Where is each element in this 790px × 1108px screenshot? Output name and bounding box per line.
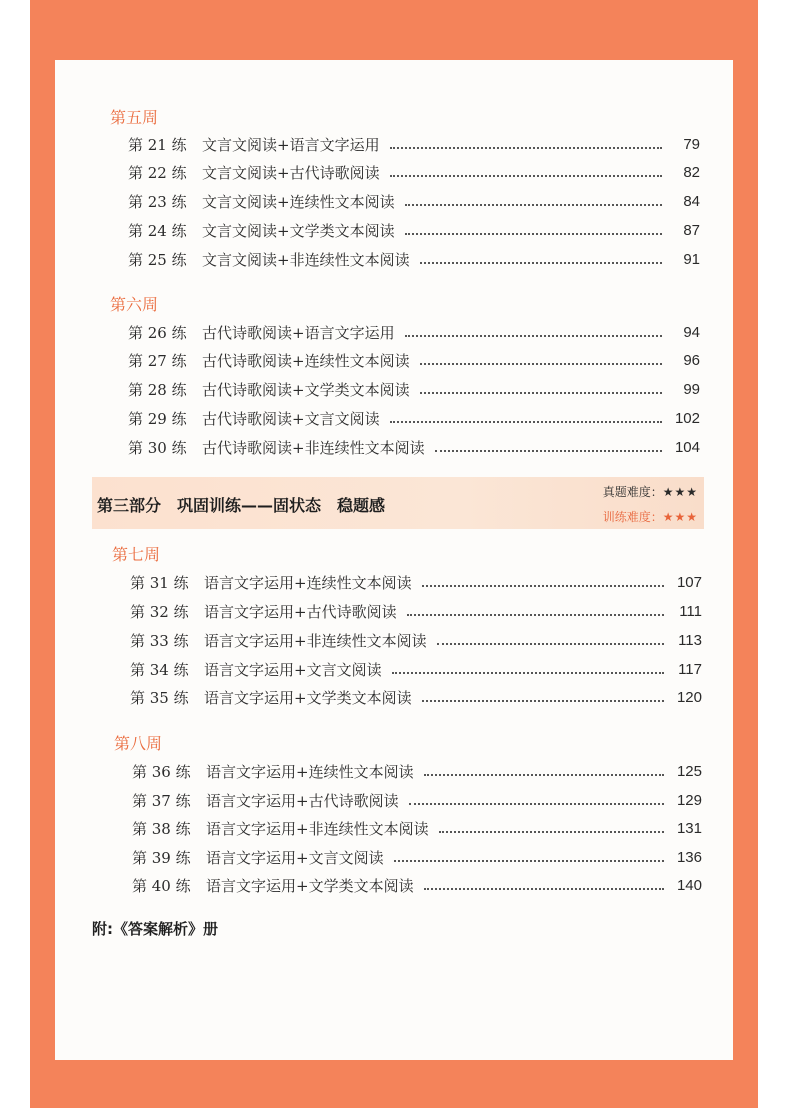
- toc-entry[interactable]: [130, 570, 702, 594]
- entry-title: 语言文字运用+非连续性文本阅读: [204, 631, 427, 650]
- leader-dots: [409, 801, 664, 805]
- entry-number: 第 32 练: [130, 602, 189, 621]
- entry-title: 古代诗歌阅读+文言文阅读: [202, 409, 380, 428]
- entry-number: 第 24 练: [128, 221, 187, 240]
- leader-dots: [420, 361, 662, 365]
- entry-number: 第 25 练: [128, 250, 187, 269]
- leader-dots: [437, 641, 664, 645]
- leader-dots: [394, 858, 664, 862]
- week-heading-7: 第七周: [112, 545, 161, 564]
- toc-entry[interactable]: [132, 759, 702, 783]
- entry-page: 99: [683, 380, 700, 398]
- entry-title: 文言文阅读+连续性文本阅读: [202, 192, 395, 211]
- training-difficulty-label: 训练难度：: [602, 510, 663, 524]
- leader-dots: [422, 583, 664, 587]
- entry-page: 131: [676, 819, 702, 837]
- entry-title: 语言文字运用+古代诗歌阅读: [206, 791, 399, 810]
- entry-number: 第 40 练: [132, 876, 191, 895]
- week-heading-6: 第六周: [110, 295, 159, 314]
- toc-entry[interactable]: [130, 599, 702, 623]
- leader-dots: [390, 419, 662, 423]
- toc-entry[interactable]: [132, 873, 702, 897]
- entry-title: 语言文字运用+古代诗歌阅读: [204, 602, 397, 621]
- entry-page: 96: [683, 351, 700, 369]
- entry-number: 第 29 练: [128, 409, 187, 428]
- leader-dots: [405, 333, 662, 337]
- entry-page: 79: [683, 135, 700, 153]
- entry-title: 文言文阅读+文学类文本阅读: [202, 221, 395, 240]
- leader-dots: [407, 612, 664, 616]
- leader-dots: [422, 698, 664, 702]
- entry-title: 文言文阅读+古代诗歌阅读: [202, 163, 380, 182]
- entry-number: 第 38 练: [132, 819, 191, 838]
- entry-number: 第 28 练: [128, 380, 187, 399]
- entry-page: 111: [679, 602, 702, 620]
- entry-number: 第 33 练: [130, 631, 189, 650]
- toc-entry[interactable]: [128, 406, 700, 430]
- toc-entry[interactable]: [132, 788, 702, 812]
- toc-entry[interactable]: [128, 218, 700, 242]
- leader-dots: [424, 772, 664, 776]
- entry-number: 第 30 练: [128, 438, 187, 457]
- toc-entry[interactable]: [130, 685, 702, 709]
- entry-page: 140: [676, 876, 702, 894]
- toc-entry[interactable]: [128, 377, 700, 401]
- leader-dots: [405, 231, 662, 235]
- entry-page: 125: [676, 762, 702, 780]
- entry-title: 语言文字运用+非连续性文本阅读: [206, 819, 429, 838]
- entry-page: 94: [683, 323, 700, 341]
- leader-dots: [405, 202, 662, 206]
- leader-dots: [435, 448, 662, 452]
- entry-title: 语言文字运用+连续性文本阅读: [204, 573, 412, 592]
- entry-number: 第 27 练: [128, 351, 187, 370]
- leader-dots: [392, 670, 664, 674]
- entry-number: 第 22 练: [128, 163, 187, 182]
- entry-number: 第 26 练: [128, 323, 187, 342]
- entry-page: 82: [683, 163, 700, 181]
- entry-number: 第 21 练: [128, 135, 187, 154]
- entry-page: 117: [678, 660, 702, 678]
- leader-dots: [420, 260, 662, 264]
- entry-page: 136: [676, 848, 702, 866]
- entry-number: 第 36 练: [132, 762, 191, 781]
- entry-title: 文言文阅读+语言文字运用: [202, 135, 380, 154]
- entry-title: 语言文字运用+连续性文本阅读: [206, 762, 414, 781]
- toc-entry[interactable]: [128, 247, 700, 271]
- entry-title: 文言文阅读+非连续性文本阅读: [202, 250, 410, 269]
- leader-dots: [390, 173, 662, 177]
- entry-number: 第 23 练: [128, 192, 187, 211]
- real-difficulty-label: 真题难度：: [602, 485, 663, 499]
- training-difficulty: [603, 508, 698, 525]
- part3-header: [92, 477, 704, 529]
- entry-title: 语言文字运用+文学类文本阅读: [206, 876, 414, 895]
- leader-dots: [420, 390, 662, 394]
- entry-title: 古代诗歌阅读+连续性文本阅读: [202, 351, 410, 370]
- entry-page: 129: [676, 791, 702, 809]
- entry-page: 91: [683, 250, 700, 268]
- entry-number: 第 34 练: [130, 660, 189, 679]
- entry-title: 古代诗歌阅读+非连续性文本阅读: [202, 438, 425, 457]
- entry-page: 107: [676, 573, 702, 591]
- toc-entry[interactable]: [128, 348, 700, 372]
- appendix-note: 附:《答案解析》册: [92, 920, 218, 938]
- entry-title: 语言文字运用+文学类文本阅读: [204, 688, 412, 707]
- week-heading-5: 第五周: [110, 108, 159, 127]
- real-difficulty: [603, 483, 698, 500]
- toc-entry[interactable]: [128, 435, 700, 459]
- star-icon: ★★★: [662, 485, 698, 499]
- entry-page: 120: [676, 688, 702, 706]
- entry-title: 语言文字运用+文言文阅读: [206, 848, 384, 867]
- entry-title: 古代诗歌阅读+语言文字运用: [202, 323, 395, 342]
- toc-entry[interactable]: [128, 189, 700, 213]
- entry-number: 第 35 练: [130, 688, 189, 707]
- entry-title: 古代诗歌阅读+文学类文本阅读: [202, 380, 410, 399]
- leader-dots: [390, 145, 662, 149]
- entry-title: 语言文字运用+文言文阅读: [204, 660, 382, 679]
- toc-entry[interactable]: [130, 657, 702, 681]
- entry-number: 第 31 练: [130, 573, 189, 592]
- entry-page: 113: [678, 631, 702, 649]
- toc-entry[interactable]: [128, 320, 700, 344]
- toc-entry[interactable]: [132, 845, 702, 869]
- entry-page: 104: [674, 438, 700, 456]
- part3-title: 第三部分 巩固训练——固状态 稳题感: [97, 496, 386, 515]
- week-heading-8: 第八周: [114, 734, 163, 753]
- leader-dots: [424, 886, 664, 890]
- toc-entry[interactable]: [128, 160, 700, 184]
- entry-page: 84: [683, 192, 700, 210]
- toc-entry[interactable]: [128, 132, 700, 156]
- entry-number: 第 37 练: [132, 791, 191, 810]
- toc-entry[interactable]: [130, 628, 702, 652]
- entry-page: 102: [674, 409, 700, 427]
- toc-entry[interactable]: [132, 816, 702, 840]
- entry-page: 87: [683, 221, 700, 239]
- entry-number: 第 39 练: [132, 848, 191, 867]
- star-icon: ★★★: [662, 510, 698, 524]
- leader-dots: [439, 829, 664, 833]
